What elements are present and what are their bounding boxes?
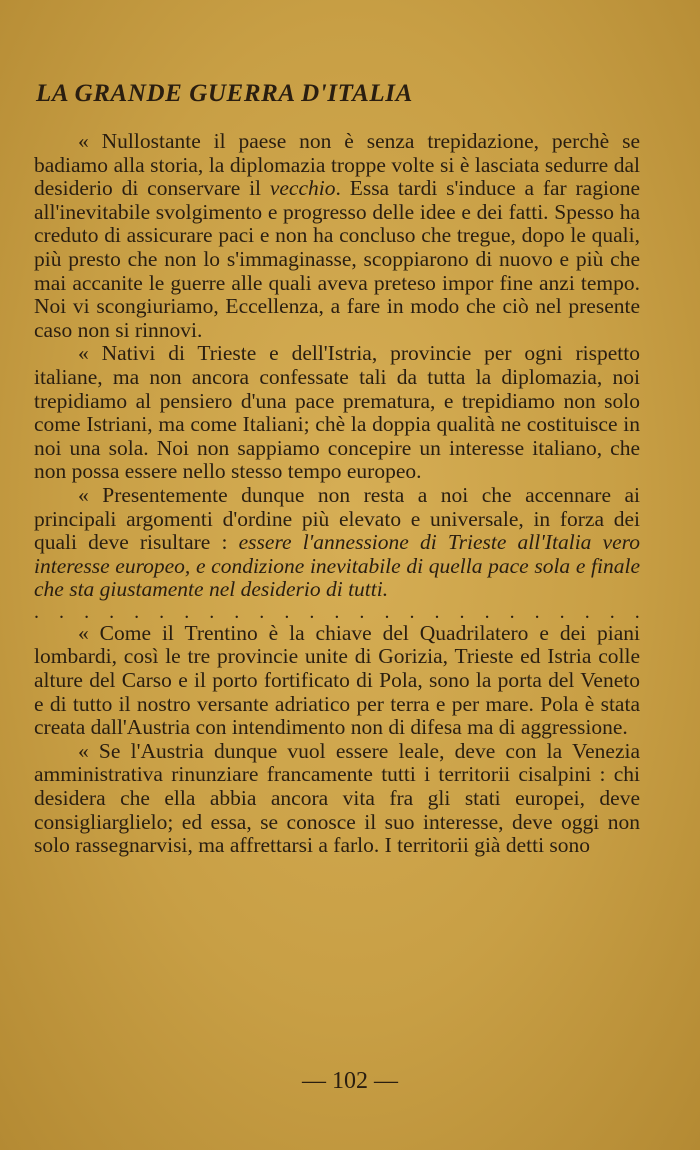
- paragraph-5: « Se l'Austria dunque vuol essere leale, deve con la Venezia amministrativa rinunziare francamente tutti i territorii cisalpini : chi desidera che ella abbia ancora vita fra gli stati europei, deve consigliarglielo; ed essa, se conosce il suo interesse, deve oggi non solo rassegnarvisi, ma affrettarsi a farlo. I territorii già detti sono: [34, 738, 640, 858]
- paragraph-2: « Nativi di Trieste e dell'Istria, provincie per ogni rispetto italiane, ma non ancora confessate tali da tutta la diplomazia, noi trepidiamo al pensiero d'una pace prematura, e trepidiamo non solo come Istriani, ma come Italiani; chè la doppia qualità ne costituisce in noi una sola. Noi non sappiamo concepire un interesse italiano, che non possa essere nello stesso tempo europeo.: [34, 341, 640, 484]
- paragraph-3: « Presentemente dunque non resta a noi che accennare ai principali argomenti d'ordine più elevato e universale, in forza dei quali deve risultare : essere l'annessione di Trieste all'Italia vero interesse europeo, e condizione inevitabile di quella pace sola e finale che sta giustamente nel desiderio di tutti.: [34, 482, 640, 602]
- paragraph-1: « Nullostante il paese non è senza trepidazione, perchè se badiamo alla storia, la diplomazia troppe volte si è lasciata sedurre dal desiderio di conservare il vecchio. Essa tardi s'induce a far ragione all'inevitabile svolgimento e progresso delle idee e dei fatti. Spesso ha creduto di assicurare paci e non ha concluso che tregue, dopo le quali, più presto che non lo s'immaginasse, scoppiarono di nuovo e più che mai accanite le guerre alle quali aveva preteso impor fine anzi tempo. Noi vi scongiuriamo, Eccellenza, a fare in modo che ciò nel presente caso non si rinnovi.: [34, 129, 640, 342]
- paragraph-4: « Come il Trentino è la chiave del Quadrilatero e dei piani lombardi, così le tre provincie unite di Gorizia, Trieste ed Istria colle alture del Carso e il porto fortificato di Pola, sono la porta del Veneto e di tutto il nostro versante adriatico per terra e per mare. Pola è stata creata dall'Austria con intendimento non di difesa ma di aggressione.: [34, 620, 640, 740]
- running-head: LA GRANDE GUERRA D'ITALIA: [36, 80, 413, 107]
- page-number: — 102 —: [302, 1068, 398, 1094]
- body-text: [34, 130, 640, 858]
- ellipsis-separator: . . . . . . . . . . . . . . . . . . . . . . . . .: [34, 600, 640, 623]
